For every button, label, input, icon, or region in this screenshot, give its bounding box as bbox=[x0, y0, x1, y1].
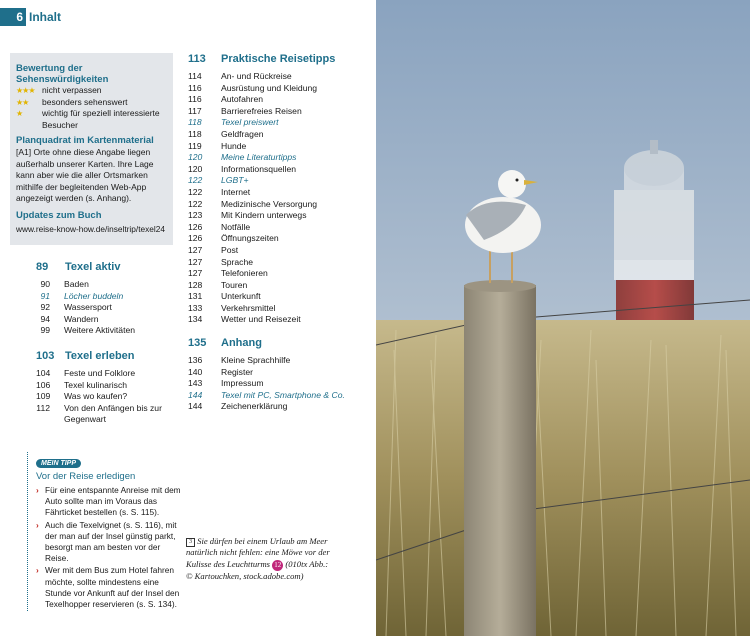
entry-page: 120 bbox=[188, 152, 203, 163]
entry-page: 127 bbox=[188, 256, 203, 267]
arrow-right-icon: › bbox=[36, 519, 39, 530]
toc-section bbox=[188, 52, 368, 326]
entry-title: Kleine Sprachhilfe bbox=[221, 355, 291, 366]
toc-entry[interactable] bbox=[36, 314, 176, 326]
entry-page: 104 bbox=[36, 367, 51, 378]
toc-entry[interactable] bbox=[36, 403, 176, 426]
entry-title: Ausrüstung und Kleidung bbox=[221, 82, 318, 93]
toc-entry[interactable] bbox=[188, 378, 368, 390]
caption-box-icon: 3 bbox=[186, 538, 195, 547]
entry-title: Wetter und Reisezeit bbox=[221, 314, 301, 325]
entry-title: Geldfragen bbox=[221, 128, 264, 139]
toc-section bbox=[36, 349, 176, 426]
entry-page: 123 bbox=[188, 210, 203, 221]
entry-page: 94 bbox=[40, 313, 50, 324]
rating-list bbox=[16, 85, 173, 131]
entry-title: Wassersport bbox=[64, 302, 112, 313]
toc-section-heading[interactable] bbox=[188, 52, 368, 66]
toc-entry[interactable] bbox=[188, 314, 368, 326]
wooden-post bbox=[464, 285, 536, 636]
toc-entry[interactable] bbox=[188, 152, 368, 164]
entry-title: Unterkunft bbox=[221, 291, 261, 302]
toc-entry[interactable] bbox=[36, 380, 176, 392]
toc-entry[interactable] bbox=[188, 233, 368, 245]
entry-title: Wandern bbox=[64, 313, 99, 324]
toc-section-heading[interactable] bbox=[36, 349, 176, 363]
entry-page: 118 bbox=[188, 128, 202, 139]
entry-page: 112 bbox=[36, 402, 50, 413]
entry-title: Barrierefreies Reisen bbox=[221, 105, 302, 116]
tip-text: Auch die Texelvignet (s. S. 116), mit der man auf der Insel günstig parkt, besorgt man am besten vor der Reise. bbox=[45, 519, 177, 564]
toc-entry[interactable] bbox=[36, 291, 176, 303]
caption-credit: (010tx Abb.: © Kartouchken, stock.adobe.com) bbox=[186, 558, 329, 581]
tip-badge: MEIN TIPP bbox=[36, 459, 81, 468]
page-title: Inhalt bbox=[29, 10, 61, 24]
toc-entry[interactable] bbox=[36, 325, 176, 337]
caption-marker: 12 bbox=[272, 560, 283, 571]
toc-entry[interactable] bbox=[36, 279, 176, 291]
caption-text: Sie dürfen bei einem Urlaub am Meer natürlich nicht fehlen: eine Möwe vor der Kulisse des Leuchtturms bbox=[186, 536, 330, 569]
rating-text: nicht verpassen bbox=[42, 85, 102, 95]
toc-entry[interactable] bbox=[188, 129, 368, 141]
section-title: Anhang bbox=[221, 337, 262, 350]
entry-page: 120 bbox=[188, 163, 203, 174]
entry-title: Telefonieren bbox=[221, 268, 268, 279]
entry-page: 116 bbox=[188, 94, 202, 105]
entry-title: Touren bbox=[221, 279, 248, 290]
toc-entry[interactable] bbox=[188, 280, 368, 292]
toc-entry[interactable] bbox=[188, 367, 368, 379]
entry-page: 144 bbox=[188, 401, 203, 412]
toc-section-heading[interactable] bbox=[36, 260, 176, 274]
photo-illustration bbox=[376, 0, 750, 636]
updates-title: Updates zum Buch bbox=[16, 209, 102, 221]
star-icon: ★★ bbox=[16, 97, 29, 107]
entry-title: Texel preiswert bbox=[221, 117, 279, 128]
toc-section-heading[interactable] bbox=[188, 336, 368, 350]
entry-page: 131 bbox=[188, 291, 203, 302]
rating-row bbox=[16, 97, 173, 109]
entry-title: Von den Anfängen bis zur Gegenwart bbox=[64, 402, 162, 425]
tip-item bbox=[36, 485, 182, 519]
entry-page: 122 bbox=[188, 186, 203, 197]
tip-text: Für eine entspannte Anreise mit dem Auto sollte man im Voraus das Fährticket bestellen (s. S. 115). bbox=[45, 485, 181, 518]
entry-page: 126 bbox=[188, 233, 203, 244]
entry-title: Post bbox=[221, 244, 239, 255]
entry-title: Register bbox=[221, 366, 253, 377]
entry-page: 90 bbox=[40, 279, 50, 289]
section-title: Praktische Reisetipps bbox=[221, 53, 336, 65]
entry-title: Verkehrsmittel bbox=[221, 302, 276, 313]
entry-title: Weitere Aktivitäten bbox=[64, 325, 136, 336]
rating-title: Bewertung der Sehenswürdigkeiten bbox=[16, 63, 109, 85]
entry-page: 140 bbox=[188, 366, 203, 377]
toc-entry[interactable] bbox=[36, 302, 176, 314]
toc-entry[interactable] bbox=[188, 268, 368, 280]
grid-title: Planquadrat im Kartenmaterial bbox=[16, 135, 154, 146]
toc-entry[interactable] bbox=[188, 117, 368, 129]
entry-page: 144 bbox=[188, 389, 203, 400]
toc-entry[interactable] bbox=[188, 222, 368, 234]
section-page: 103 bbox=[36, 349, 55, 362]
toc-column-left bbox=[36, 260, 176, 426]
toc-entry[interactable] bbox=[188, 175, 368, 187]
toc-entry[interactable] bbox=[188, 303, 368, 315]
grid-text: [A1] Orte ohne diese Angabe liegen außerhalb unserer Karten. Ihre Lage kann aber wie die aller Ortsmarken mithilfe der begleitenden Web-App angezeigt werden (s. Anhang). bbox=[16, 147, 154, 203]
entry-title: Texel kulinarisch bbox=[64, 379, 128, 390]
tip-text: Wer mit dem Bus zum Hotel fahren möchte, sollte mindestens eine Stunde vor Ankunft auf der Insel den Texelhopper reservieren (s. S. 134). bbox=[45, 565, 180, 610]
lighthouse-gull-photo bbox=[376, 0, 750, 636]
legend-box bbox=[10, 53, 173, 245]
entry-page: 92 bbox=[40, 302, 50, 313]
toc-entry[interactable] bbox=[188, 199, 368, 211]
toc-entry[interactable] bbox=[188, 291, 368, 303]
toc-entry[interactable] bbox=[188, 83, 368, 95]
entry-page: 136 bbox=[188, 355, 203, 366]
tip-box bbox=[27, 452, 182, 611]
section-page: 89 bbox=[36, 261, 49, 273]
entry-page: 118 bbox=[188, 117, 202, 128]
entry-title: Baden bbox=[64, 279, 89, 289]
page-number: 6 bbox=[0, 8, 26, 26]
entry-title: Internet bbox=[221, 186, 251, 197]
toc-entry[interactable] bbox=[188, 141, 368, 153]
entry-title: Autofahren bbox=[221, 94, 264, 105]
section-title: Texel erleben bbox=[65, 349, 135, 362]
entry-page: 119 bbox=[188, 140, 202, 151]
entry-title: Texel mit PC, Smartphone & Co. bbox=[221, 389, 345, 400]
toc-section bbox=[36, 260, 176, 337]
tip-item bbox=[36, 565, 182, 610]
entry-title: An- und Rückreise bbox=[221, 71, 292, 81]
entry-page: 134 bbox=[188, 314, 203, 325]
toc-entry[interactable] bbox=[36, 391, 176, 403]
entry-page: 127 bbox=[188, 268, 203, 279]
page-header bbox=[0, 8, 61, 26]
entry-page: 114 bbox=[188, 71, 202, 81]
toc-entry[interactable] bbox=[188, 94, 368, 106]
section-page: 135 bbox=[188, 337, 207, 350]
entry-title: Informationsquellen bbox=[221, 163, 297, 174]
entry-page: 91 bbox=[40, 290, 50, 301]
entry-page: 106 bbox=[36, 379, 51, 390]
toc-entry[interactable] bbox=[188, 390, 368, 402]
toc-entry[interactable] bbox=[188, 401, 368, 413]
entry-title: Impressum bbox=[221, 378, 264, 389]
star-icon: ★ bbox=[16, 109, 23, 118]
entry-title: Öffnungszeiten bbox=[221, 233, 279, 244]
rating-text: besonders sehenswert bbox=[42, 96, 128, 107]
entry-title: Mit Kindern unterwegs bbox=[221, 210, 307, 221]
toc-entry[interactable] bbox=[188, 257, 368, 269]
toc-entry[interactable] bbox=[188, 71, 368, 83]
toc-entry[interactable] bbox=[188, 355, 368, 367]
entry-page: 126 bbox=[188, 221, 203, 232]
entry-title: LGBT+ bbox=[221, 175, 249, 186]
entry-title: Meine Literaturtipps bbox=[221, 152, 297, 163]
rating-row bbox=[16, 108, 173, 131]
entry-page: 109 bbox=[36, 391, 51, 402]
toc-entry[interactable] bbox=[188, 106, 368, 118]
toc-section bbox=[188, 336, 368, 413]
rating-row bbox=[16, 85, 173, 97]
entry-page: 122 bbox=[188, 175, 203, 186]
tip-title: Vor der Reise erledigen bbox=[36, 471, 136, 482]
tip-list bbox=[36, 485, 182, 610]
rating-text: wichtig für speziell interessierte Besucher bbox=[42, 108, 160, 130]
entry-page: 117 bbox=[188, 105, 202, 116]
entry-title: Sprache bbox=[221, 256, 254, 267]
toc-entry[interactable] bbox=[188, 245, 368, 257]
entry-title: Hunde bbox=[221, 140, 247, 151]
entry-title: Was wo kaufen? bbox=[64, 391, 128, 402]
section-page: 113 bbox=[188, 53, 206, 65]
entry-page: 122 bbox=[188, 198, 203, 209]
arrow-right-icon: › bbox=[36, 565, 39, 576]
entry-page: 143 bbox=[188, 378, 203, 389]
toc-column-right bbox=[188, 52, 368, 413]
entry-page: 99 bbox=[40, 325, 50, 336]
tip-item bbox=[36, 520, 182, 565]
entry-title: Löcher buddeln bbox=[64, 290, 124, 301]
section-title: Texel aktiv bbox=[65, 261, 121, 273]
entry-page: 127 bbox=[188, 244, 203, 255]
updates-link[interactable]: www.reise-know-how.de/inseltrip/texel24 bbox=[16, 223, 165, 234]
entry-page: 133 bbox=[188, 302, 203, 313]
entry-page: 116 bbox=[188, 82, 202, 93]
entry-page: 128 bbox=[188, 279, 203, 290]
entry-title: Zeichenerklärung bbox=[221, 401, 288, 412]
toc-entry[interactable] bbox=[188, 187, 368, 199]
entry-title: Feste und Folklore bbox=[64, 367, 136, 378]
star-icon: ★★★ bbox=[16, 86, 35, 95]
toc-entry[interactable] bbox=[188, 210, 368, 222]
photo-caption bbox=[186, 536, 336, 582]
arrow-right-icon: › bbox=[36, 485, 39, 495]
toc-entry[interactable] bbox=[36, 368, 176, 380]
toc-entry[interactable] bbox=[188, 164, 368, 176]
entry-title: Notfälle bbox=[221, 221, 251, 232]
entry-title: Medizinische Versorgung bbox=[221, 198, 318, 209]
